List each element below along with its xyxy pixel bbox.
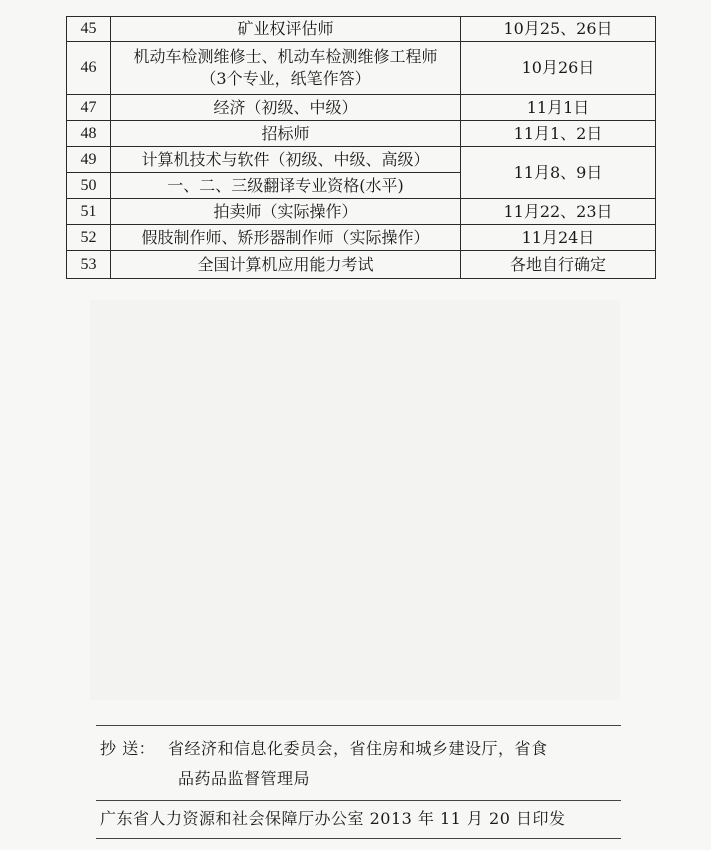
table-row: [67, 225, 656, 251]
table-row: [67, 251, 656, 279]
row-number: 53: [67, 251, 111, 279]
row-number: 49: [67, 147, 111, 173]
row-number: 45: [67, 17, 111, 42]
exam-name: 假肢制作师、矫形器制作师（实际操作）: [111, 225, 461, 251]
exam-date: 10月25、26日: [461, 17, 656, 42]
exam-name: [111, 42, 461, 95]
footer-bottom-rule: [96, 838, 621, 839]
cc-line-1: [100, 734, 620, 764]
exam-date: 11月24日: [461, 225, 656, 251]
exam-name: 经济（初级、中级）: [111, 95, 461, 121]
table-row: [67, 147, 656, 173]
cc-section: [100, 734, 620, 794]
exam-name: 全国计算机应用能力考试: [111, 251, 461, 279]
exam-name: 拍卖师（实际操作）: [111, 199, 461, 225]
exam-name: 矿业权评估师: [111, 17, 461, 42]
exam-name: 计算机技术与软件（初级、中级、高级）: [111, 147, 461, 173]
table-row: [67, 17, 656, 42]
row-number: 52: [67, 225, 111, 251]
row-number: 46: [67, 42, 111, 95]
row-number: 48: [67, 121, 111, 147]
cc-top-rule: [96, 725, 621, 726]
exam-name-line: （3个专业，纸笔作答）: [200, 69, 371, 88]
cc-recipients-continued: 品药品监督管理局: [178, 769, 311, 788]
cc-recipients: 省经济和信息化委员会，省住房和城乡建设厅，省食: [168, 739, 548, 758]
show-through-shading: [90, 300, 620, 700]
table-row: [67, 199, 656, 225]
exam-date: 11月8、9日: [461, 147, 656, 199]
exam-name: 一、二、三级翻译专业资格(水平): [111, 173, 461, 199]
table-row: [67, 42, 656, 95]
row-number: 47: [67, 95, 111, 121]
table-row: [67, 95, 656, 121]
exam-name: 招标师: [111, 121, 461, 147]
table-row: [67, 121, 656, 147]
row-number: 51: [67, 199, 111, 225]
exam-date: 11月22、23日: [461, 199, 656, 225]
exam-name-line: 机动车检测维修士、机动车检测维修工程师: [133, 47, 438, 66]
exam-date: 各地自行确定: [461, 251, 656, 279]
row-number: 50: [67, 173, 111, 199]
cc-bottom-rule: [96, 800, 621, 801]
cc-label: 抄 送：: [100, 739, 156, 758]
exam-date: 11月1日: [461, 95, 656, 121]
exam-date: 10月26日: [461, 42, 656, 95]
exam-schedule-table: [66, 16, 656, 279]
issuer-line: 广东省人力资源和社会保障厅办公室 2013 年 11 月 20 日印发: [100, 809, 566, 828]
exam-date: 11月1、2日: [461, 121, 656, 147]
